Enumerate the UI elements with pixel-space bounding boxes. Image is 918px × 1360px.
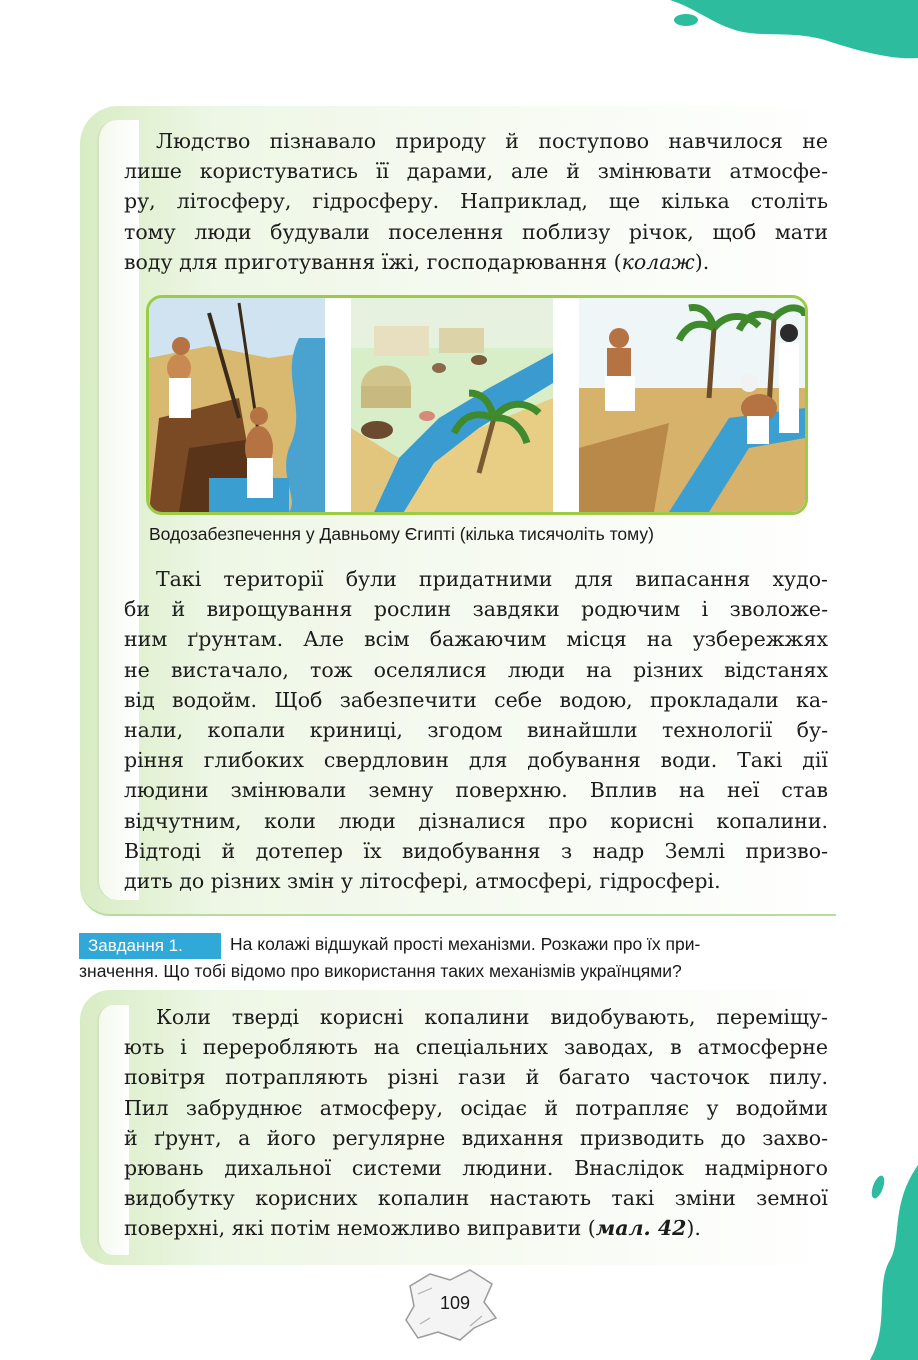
task-text-line-2: значення. Що тобі відомо про використання таких механізмів українцями? (79, 961, 682, 981)
collage-caption: Водозабезпечення у Давньому Єгипті (кілька тисячоліть тому) (149, 524, 654, 544)
collage-panel-village (351, 298, 553, 512)
paragraph-line: повітря потрапляють різні гази й багато часточок пилу. (124, 1065, 828, 1090)
collage-panel-canal-builders (579, 298, 805, 512)
paragraph-line: ють і переробляють на спеціальних заводах, в атмосферне (124, 1035, 828, 1060)
paragraph-line: би й вирощування рослин завдяки родючим і зволоже- (124, 597, 828, 622)
paragraph-line: Такі території були придатними для випасання худо- (156, 567, 828, 591)
paragraph-line (124, 1213, 828, 1243)
paragraph-line: ним ґрунтам. Але всім бажаючим місця на узбережжях (124, 627, 828, 652)
paragraph-line: ру, літосферу, гідросферу. Наприклад, ще кілька століть (124, 189, 828, 214)
page-number: 109 (440, 1293, 471, 1313)
paragraph-line: тому люди будували поселення поблизу річок, щоб мати (124, 219, 828, 244)
line-text: поверхні, які потім неможливо виправити ( (124, 1216, 596, 1241)
paragraph-line (124, 247, 828, 277)
paragraph-line: дить до різних змін у літосфері, атмосфері, гідросфері. (124, 868, 721, 893)
figure-reference: мал. 42 (595, 1216, 687, 1241)
paragraph-line: людини змінювали земну поверхню. Вплив на неї став (124, 778, 828, 803)
paragraph-line: Відтоді й дотепер їх видобування з надр Землі призво- (124, 838, 828, 863)
paragraph-line: лише користуватись її дарами, але й змінювати атмосфе- (124, 159, 828, 184)
collage-illustration (149, 298, 805, 512)
paragraph-line: від водойм. Щоб забезпечити себе водою, прокладали ка- (124, 687, 828, 712)
collage-panel-well (149, 298, 325, 512)
paragraph-line: нали, копали криниці, згодом винайшли технології бу- (124, 717, 828, 742)
task-label: Завдання 1. (79, 933, 221, 959)
paragraph-line: Коли тверді корисні копалини видобувають, переміщу- (156, 1005, 828, 1029)
paragraph-line: не вистачало, тож оселялися люди на різних відстанях (124, 657, 828, 682)
paragraph-line: й ґрунт, а його регулярне вдихання призводить до захво- (124, 1125, 828, 1150)
paragraph-intro (124, 126, 828, 277)
task-text-line-1: На колажі відшукай прості механізми. Розкажи про їх при- (230, 934, 701, 954)
line-text: ). (686, 1216, 701, 1241)
paragraph-mining-effects (124, 1002, 828, 1244)
paragraph-territories (124, 564, 828, 896)
line-text: воду для приготування їжі, господарювання ( (124, 249, 622, 274)
paragraph-line: ріння глибоких свердловин для добування води. Такі дії (124, 748, 828, 773)
paragraph-line: Пил забруднює атмосферу, осідає й потрапляє у водойми (124, 1095, 828, 1120)
egypt-water-supply-collage (146, 295, 808, 515)
line-text: ). (694, 249, 710, 274)
paragraph-line: видобутку корисних копалин настають такі зміни земної (124, 1186, 828, 1211)
collage-reference: колаж (621, 249, 695, 274)
paragraph-line: Людство пізнавало природу й поступово навчилося не (156, 129, 828, 153)
paragraph-line: відчутним, коли люди дізналися про корисні копалини. (124, 808, 828, 833)
decorative-splash-top (640, 0, 918, 60)
paragraph-line: рювань дихальної системи людини. Внаслідок надмірного (124, 1155, 828, 1180)
decorative-splash-bottom (830, 1165, 918, 1360)
